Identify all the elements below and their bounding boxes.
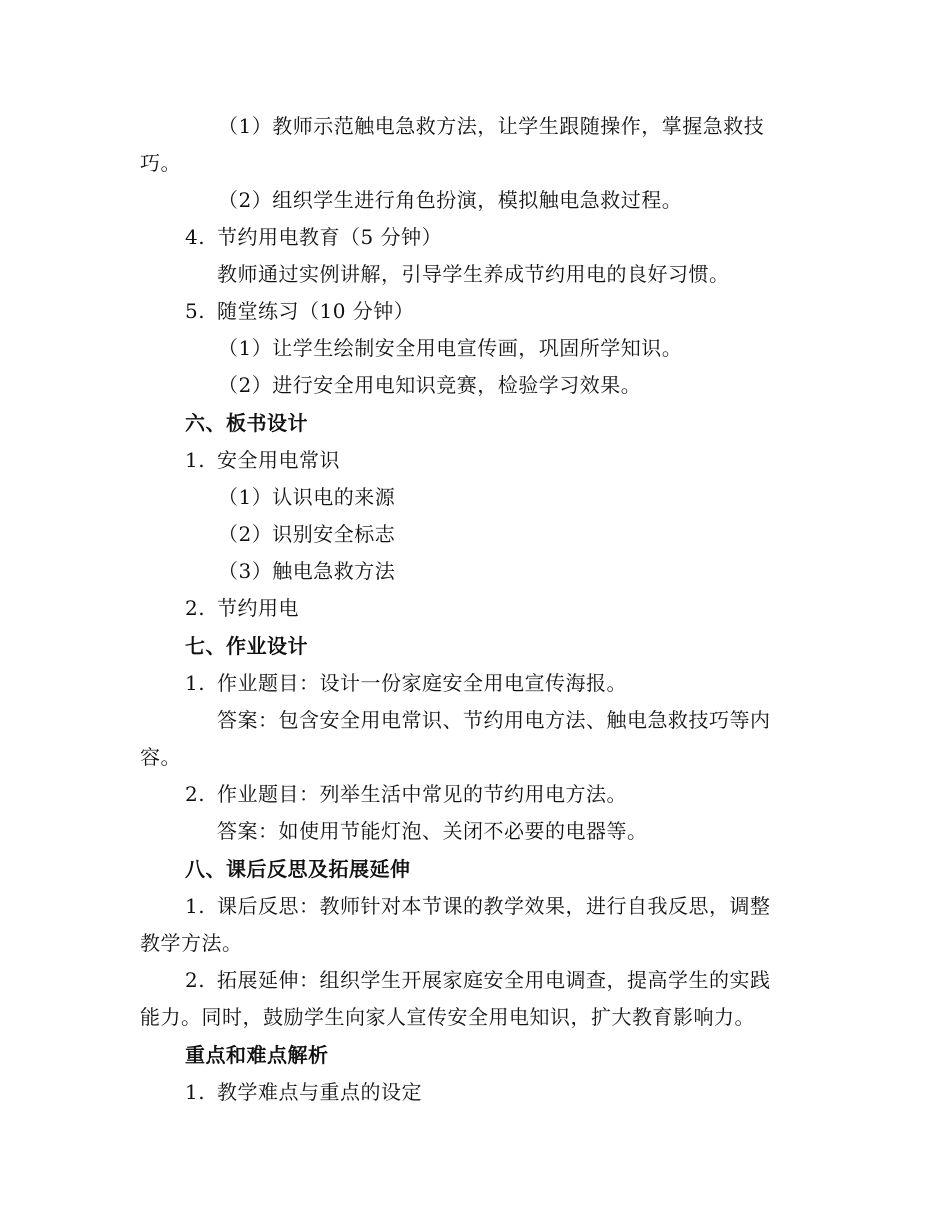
step4-number: 4. xyxy=(185,225,206,249)
section7-a1-line1: 答案：包含安全用电常识、节约用电方法、触电急救技巧等内 xyxy=(217,708,771,732)
step4-title-line xyxy=(185,223,442,251)
step5-item2: （2）进行安全用电知识竞赛，检验学习效果。 xyxy=(218,373,642,397)
section6-item2: 节约用电 xyxy=(217,596,299,620)
section6-item2-number: 2. xyxy=(185,596,206,620)
section8-p2-number: 2. xyxy=(185,968,206,992)
section6-sub2: （2）识别安全标志 xyxy=(218,522,396,546)
step4-title: 节约用电教育（5 分钟） xyxy=(217,225,443,249)
step4-body: 教师通过实例讲解，引导学生养成节约用电的良好习惯。 xyxy=(217,262,730,286)
section8-heading: 八、课后反思及拓展延伸 xyxy=(185,857,411,881)
section8-p1-line2: 教学方法。 xyxy=(140,931,243,955)
section8-p2-text: 拓展延伸：组织学生开展家庭安全用电调查，提高学生的实践 xyxy=(217,968,771,992)
step5-title: 随堂练习（10 分钟） xyxy=(217,299,415,323)
section7-q2-number: 2. xyxy=(185,782,206,806)
step5-number: 5. xyxy=(185,299,206,323)
step3-item1-line1: （1）教师示范触电急救方法，让学生跟随操作，掌握急救技 xyxy=(218,114,765,138)
section6-item1-line xyxy=(185,446,340,474)
section7-q2: 作业题目：列举生活中常见的节约用电方法。 xyxy=(217,782,627,806)
section7-q1: 作业题目：设计一份家庭安全用电宣传海报。 xyxy=(217,671,627,695)
analysis-heading: 重点和难点解析 xyxy=(185,1043,329,1067)
section8-p1-line1 xyxy=(185,892,771,920)
step5-item1: （1）让学生绘制安全用电宣传画，巩固所学知识。 xyxy=(218,336,683,360)
section6-item1: 安全用电常识 xyxy=(217,448,340,472)
step3-item1-line2: 巧。 xyxy=(140,151,181,175)
section7-a2: 答案：如使用节能灯泡、关闭不必要的电器等。 xyxy=(217,819,648,843)
section7-q2-line xyxy=(185,780,627,808)
section8-p2-line2: 能力。同时，鼓励学生向家人宣传安全用电知识，扩大教育影响力。 xyxy=(140,1005,755,1029)
analysis-item1: 教学难点与重点的设定 xyxy=(217,1080,422,1104)
step5-title-line xyxy=(185,297,414,325)
section7-a1-line2: 容。 xyxy=(140,745,181,769)
section6-heading: 六、板书设计 xyxy=(185,411,308,435)
section8-p2-line1 xyxy=(185,966,771,994)
section6-sub3: （3）触电急救方法 xyxy=(218,559,396,583)
section6-sub1: （1）认识电的来源 xyxy=(218,485,396,509)
section6-item1-number: 1. xyxy=(185,448,206,472)
section6-item2-line xyxy=(185,594,299,622)
section8-p1-number: 1. xyxy=(185,894,206,918)
analysis-item1-number: 1. xyxy=(185,1080,206,1104)
section7-q1-line xyxy=(185,669,627,697)
step3-item2: （2）组织学生进行角色扮演，模拟触电急救过程。 xyxy=(218,188,683,212)
section7-q1-number: 1. xyxy=(185,671,206,695)
section8-p1-text: 课后反思：教师针对本节课的教学效果，进行自我反思，调整 xyxy=(217,894,771,918)
analysis-item1-line xyxy=(185,1078,422,1106)
section7-heading: 七、作业设计 xyxy=(185,634,308,658)
